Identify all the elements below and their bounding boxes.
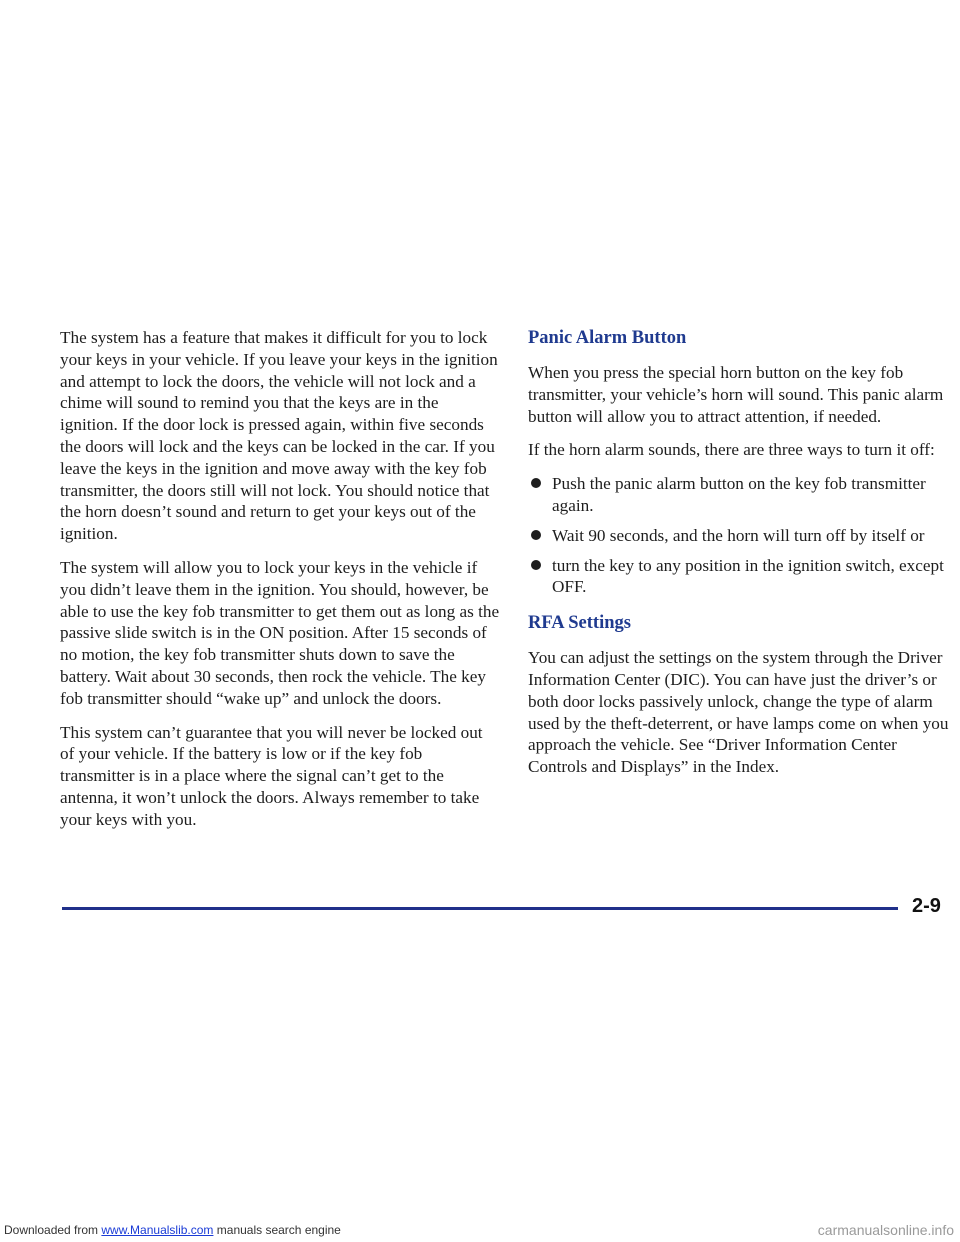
horn-off-list <box>528 473 952 598</box>
page-number: 2-9 <box>912 895 941 917</box>
list-item <box>528 525 952 547</box>
manualslib-link[interactable]: www.Manualslib.com <box>101 1223 214 1237</box>
list-item <box>528 473 952 517</box>
rfa-settings-heading: RFA Settings <box>528 613 631 634</box>
paragraph-no-guarantee: This system can’t guarantee that you will never be locked out of your vehicle. If the battery is low or if the key fob transmitter is in a place where the signal can’t get to the antenna, it won’t unlock the doors. Always remember to take your keys with you. <box>60 722 483 829</box>
rfa-settings-paragraph: You can adjust the settings on the system through the Driver Information Center (DIC). You can have just the driver’s or both door locks passively unlock, change the type of alarm used by the theft-deterrent, or have lamps come on when you approach the vehicle. See “Driver Information Center Controls and Displays” in the Index. <box>528 648 949 777</box>
left-column <box>60 327 500 843</box>
bullet-icon <box>531 560 541 570</box>
panic-alarm-heading: Panic Alarm Button <box>528 328 687 348</box>
list-item-text: Push the panic alarm button on the key fob transmitter again. <box>552 474 926 515</box>
download-footer <box>4 1222 341 1238</box>
list-item-text: Wait 90 seconds, and the horn will turn off by itself or <box>552 525 925 545</box>
footer-prefix: Downloaded from <box>4 1223 102 1237</box>
page-divider-rule <box>62 907 898 910</box>
paragraph-lock-keys-in-vehicle: The system will allow you to lock your keys in the vehicle if you didn’t leave them in the ignition. You should, however, be able to use the key fob transmitter to get them out as long as the passive slide switch is in the ON position. After 15 seconds of no motion, the key fob transmitter shuts down to save the battery. Wait about 30 seconds, then rock the vehicle. The key fob transmitter should “wake up” and unlock the doors. <box>60 557 500 708</box>
footer-suffix: manuals search engine <box>213 1223 341 1237</box>
paragraph-lockout-feature: The system has a feature that makes it difficult for you to lock your keys in your vehicle. If you leave your keys in the ignition and attempt to lock the doors, the vehicle will not lock and a chime will sound to remind you that the keys are in the ignition. If the door lock is pressed again, within five seconds the doors will lock and the keys can be locked in the car. If you leave the keys in the ignition and move away with the key fob transmitter, the doors still will not lock. You should notice that the horn doesn’t sound and return to get your keys out of the ignition. <box>60 328 498 544</box>
bullet-icon <box>531 530 541 540</box>
right-column <box>528 327 952 790</box>
watermark-text: carmanualsonline.info <box>817 1222 954 1238</box>
list-item <box>528 555 952 599</box>
panic-alarm-paragraph: When you press the special horn button on the key fob transmitter, your vehicle’s horn will sound. This panic alarm button will allow you to attract attention, if needed. <box>528 363 944 426</box>
bullet-icon <box>531 478 541 488</box>
horn-alarm-intro: If the horn alarm sounds, there are three ways to turn it off: <box>528 440 935 460</box>
list-item-text: turn the key to any position in the ignition switch, except OFF. <box>552 555 944 597</box>
